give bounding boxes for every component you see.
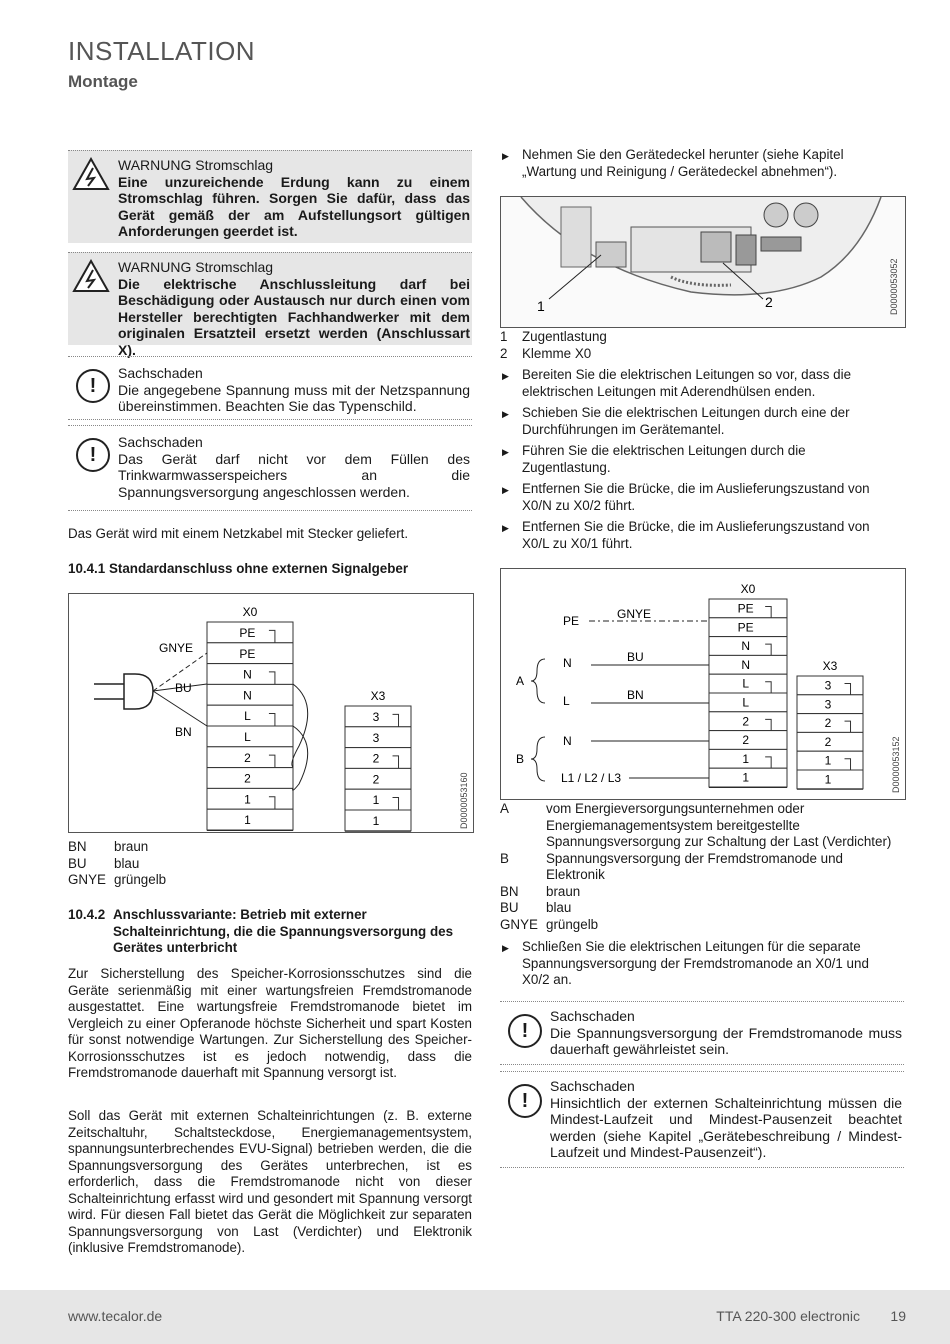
paragraph-1: Zur Sicherstellung des Speicher-Korrosionsschutzes sind die Geräte serienmäßig mit einer wartungsfreien Fremdstromanode ausgestattet. Eine wartungsfreie Fremdstromanode bietet im Vergleich zu einer Opferanode höchste Sicherheit und spart Kosten für sonst notwendige Wartungen. Zur Sicherstellung des Speicher-Korrosionsschutzes ist es jedoch notwendig, dass die Fremdstromanode dauerhaft mit Spannung versorgt ist.: [68, 966, 472, 1080]
wiring-diagram-standard: [68, 593, 474, 833]
terminal-x3-label: 1: [824, 753, 832, 768]
note-box: [68, 356, 472, 420]
legend-row: 1 Zugentlastung: [500, 329, 607, 344]
instruction-bullet: ▶ Führen Sie die elektrischen Leitungen durch die Zugentlastung.: [500, 443, 895, 476]
page-subtitle: Montage: [68, 72, 138, 91]
wiring-diagram-svg: [69, 594, 473, 832]
photo-label: 1: [537, 298, 545, 314]
terminal-x0-label: 2: [742, 733, 750, 748]
terminal-x0-label: N: [243, 688, 252, 703]
terminal-x3-label: 3: [372, 730, 380, 745]
terminal-x3-label: 1: [372, 813, 380, 828]
intro-text: Das Gerät wird mit einem Netzkabel mit Stecker geliefert.: [68, 526, 409, 541]
warning-triangle-icon: [72, 157, 110, 191]
instruction-bullet: ▶ Schieben Sie die elektrischen Leitungen durch eine der Durchführungen im Gerätemantel.: [500, 405, 895, 438]
figure-code: D0000053052: [889, 258, 899, 315]
bridge-wire: [292, 684, 308, 767]
plug-icon: [124, 674, 153, 709]
legend-2: [500, 801, 904, 933]
legend-row: B Spannungsversorgung der Fremdstromanode und Elektronik: [500, 850, 844, 882]
note-title: Sachschaden: [118, 365, 203, 381]
terminal-x0-label: PE: [737, 620, 754, 635]
wire-label: BN: [175, 725, 192, 739]
instruction-bullet: ▶ Schließen Sie die elektrischen Leitungen für die separate Spannungsversorgung der Fremdstromanode an X0/1 und X0/2 an.: [500, 939, 895, 989]
legend-row: A vom Energieversorgungsunternehmen oder Energiemanagementsystem bereitgestellte Spannungsversorgung zur Schaltung der Last (Verdichter): [500, 801, 892, 849]
legend-row: 2 Klemme X0: [500, 345, 592, 361]
section-number-10-4-2: 10.4.2: [68, 907, 106, 922]
note-title: Sachschaden: [550, 1078, 635, 1094]
wire-label: BU: [175, 681, 192, 695]
wire-label: GNYE: [159, 641, 194, 655]
exclamation-icon: !: [76, 438, 110, 472]
terminal-x0-label: N: [741, 639, 750, 654]
group-label: B: [516, 752, 525, 766]
warning-box: [68, 150, 472, 243]
section-heading-10-4-2: Anschlussvariante: Betrieb mit externer Schalteinrichtung, die die Spannungsversorgung des Gerätes unterbricht: [113, 907, 454, 955]
terminal-label: L1 / L2 / L3: [561, 771, 622, 785]
terminal-x3-label: 2: [372, 772, 380, 787]
bridge-wire: [293, 726, 308, 790]
instruction-bullet: ▶ Entfernen Sie die Brücke, die im Auslieferungszustand von X0/L zu X0/1 führt.: [500, 519, 895, 552]
terminal-x0-label: PE: [737, 601, 754, 616]
paragraph-2: Soll das Gerät mit externen Schalteinrichtungen (z. B. externe Zeitschaltuhr, Schaltsteckdose, Energiemanagementsystem, spannungsunterbrechendes EVU-Signal) betrieben werden, die die Spannungsversorgung des Gerätes unterbrechen, ist es erforderlich, dass die Fremdstromanode nicht von dieser Schalteinrichtung erfasst wird und gesondert mit Spannung versorgt wird. Für diesen Fall bietet das Gerät die Möglichkeit zur separaten Spannungsversorgung von Last (Verdichter) und Elektronik (inklusive Fremdstromanode).: [68, 1108, 472, 1255]
terminal-x3-label: 2: [372, 751, 380, 766]
wire-label: GNYE: [617, 607, 652, 621]
terminal-x0-label: 1: [742, 770, 750, 785]
terminal-x0-label: PE: [239, 646, 256, 661]
note-box: [68, 425, 472, 511]
terminal-x0-label: 2: [244, 750, 251, 765]
exclamation-icon: !: [508, 1084, 542, 1118]
legend-row: BN braun: [68, 839, 149, 854]
terminal-label: PE: [563, 614, 580, 628]
terminal-x3-label: 3: [372, 709, 380, 724]
figure-code: D0000053152: [891, 736, 901, 793]
legend-row: GNYE grüngelb: [500, 916, 599, 932]
instruction-bullet: ▶ Entfernen Sie die Brücke, die im Auslieferungszustand von X0/N zu X0/2 führt.: [500, 481, 895, 514]
terminal-x0-label: L: [742, 695, 750, 710]
note-box: [500, 1001, 904, 1065]
terminal-x0-label: 1: [244, 792, 251, 807]
wiring-diagram-variant: [500, 568, 906, 800]
instruction-bullet: ▶ Nehmen Sie den Gerätedeckel herunter (siehe Kapitel „Wartung und Reinigung / Gerätedeckel abnehmen“).: [500, 147, 895, 180]
terminal-x0-label: 2: [244, 771, 251, 786]
brace: [531, 659, 545, 703]
device-photo: [500, 196, 906, 328]
note-title: Sachschaden: [118, 434, 203, 450]
terminal-x3-label: 1: [824, 772, 832, 787]
terminal-photo-illustration: [501, 197, 905, 327]
footer-url: www.tecalor.de: [68, 1308, 163, 1324]
terminal-label: N: [563, 734, 572, 748]
terminal-x3-label: 2: [824, 716, 832, 731]
terminal-label: L: [563, 694, 570, 708]
terminal-x0-title: X0: [740, 582, 756, 596]
note-text: Das Gerät darf nicht vor dem Füllen des Trinkwarmwasserspeichers an die Spannungsversorgung angeschlossen werden.: [118, 450, 470, 500]
terminal-x0-label: L: [244, 729, 251, 744]
note-text: Die angegebene Spannung muss mit der Netzspannung übereinstimmen. Beachten Sie das Typenschild.: [118, 381, 470, 414]
legend-row: BU blau: [500, 900, 572, 915]
terminal-x0-label: 1: [742, 751, 750, 766]
legend-row: GNYE grüngelb: [68, 872, 167, 887]
terminal-x0-label: 2: [742, 714, 750, 729]
wire-label: BN: [627, 688, 644, 702]
terminal-x3-label: 2: [824, 734, 832, 749]
figure-code: D0000053160: [459, 772, 469, 829]
terminal-x0-label: PE: [239, 625, 256, 640]
terminal-x0-label: L: [742, 676, 750, 691]
group-label: A: [516, 674, 525, 688]
warning-text: Eine unzureichende Erdung kann zu einem Stromschlag führen. Sorgen Sie dafür, dass das Gerät gemäß der am Aufstellungsort gültigen Anforderungen geerdet ist.: [118, 173, 470, 239]
terminal-x0-label: N: [741, 657, 750, 672]
terminal-label: N: [563, 656, 572, 670]
wire-bn: [153, 691, 207, 726]
page-number: 19: [890, 1308, 906, 1324]
exclamation-icon: !: [508, 1014, 542, 1048]
brace: [531, 737, 545, 781]
terminal-x3-label: 3: [824, 697, 832, 712]
terminal-x3-label: 1: [372, 793, 380, 808]
wiring-diagram-svg: [501, 569, 905, 799]
legend-row: BN braun: [500, 883, 581, 899]
terminal-x3-title: X3: [822, 659, 838, 673]
note-box: [500, 1071, 904, 1168]
section-heading-10-4-1: 10.4.1 Standardanschluss ohne externen Signalgeber: [68, 561, 409, 576]
terminal-x0-label: 1: [244, 813, 251, 828]
photo-legend: [500, 329, 904, 362]
legend-1: [68, 839, 472, 889]
photo-label: 2: [765, 294, 773, 310]
note-text: Die Spannungsversorgung der Fremdstromanode muss dauerhaft gewährleistet sein.: [550, 1024, 902, 1057]
terminal-x0-title: X0: [242, 605, 258, 619]
warning-triangle-icon: [72, 259, 110, 293]
page-title: INSTALLATION: [68, 36, 256, 66]
note-text: Hinsichtlich der externen Schalteinrichtung müssen die Mindest-Laufzeit und Mindest-Pausenzeit beachtet werden (siehe Kapitel „Gerätebeschreibung / Mindest-Laufzeit und Mindest-Pausenzeit“).: [550, 1094, 902, 1160]
wire-label: BU: [627, 650, 644, 664]
legend-row: BU blau: [68, 855, 140, 871]
terminal-x3-label: 3: [824, 678, 832, 693]
terminal-x3-title: X3: [370, 689, 386, 703]
warning-box: [68, 252, 472, 358]
note-title: Sachschaden: [550, 1008, 635, 1024]
exclamation-icon: !: [76, 369, 110, 403]
terminal-x0-label: L: [244, 709, 251, 724]
warning-title: WARNUNG Stromschlag: [118, 259, 274, 275]
warning-title: WARNUNG Stromschlag: [118, 157, 274, 173]
instruction-bullet: ▶ Bereiten Sie die elektrischen Leitungen so vor, dass die elektrischen Leitungen mit Aderendhülsen enden.: [500, 367, 895, 400]
warning-text: Die elektrische Anschlussleitung darf bei Beschädigung oder Austausch nur durch einen vom Hersteller berechtigten Fachhandwerker mit dem originalen Ersatzteil ersetzt werden (Anschlussart X).: [118, 275, 470, 358]
footer-product: TTA 220-300 electronic: [716, 1308, 860, 1324]
page-footer: [0, 1290, 950, 1344]
terminal-x0-label: N: [243, 667, 252, 682]
